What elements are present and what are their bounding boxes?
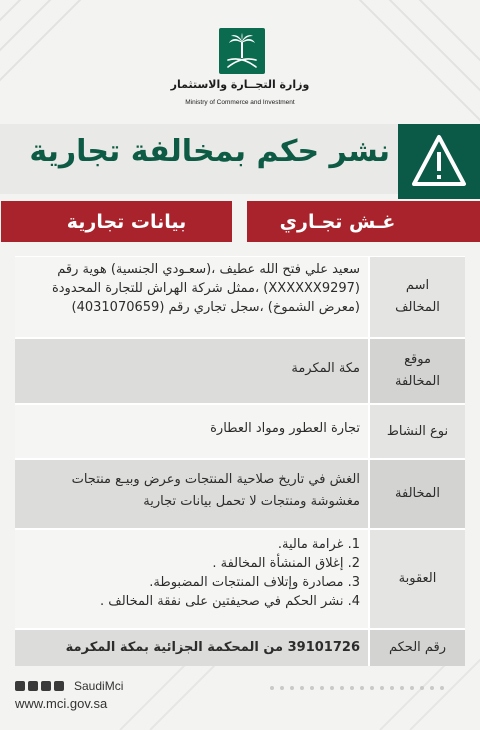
violator-name-label: اسم المخالف (368, 257, 465, 337)
penalty-item: 2. إغلاق المنشأة المخالفة . (212, 556, 360, 571)
activity-label: نوع النشاط (368, 405, 465, 458)
instagram-icon[interactable] (41, 681, 51, 691)
activity-row (15, 405, 465, 458)
ruling-number-row (15, 630, 465, 666)
facebook-icon[interactable] (28, 681, 38, 691)
penalty-label: العقوبة (368, 530, 465, 628)
ruling-number-label: رقم الحكم (368, 630, 465, 666)
ministry-name-english: Ministry of Commerce and Investment (185, 99, 295, 106)
violation-label: المخالفة (368, 460, 465, 528)
page-title: نشر حكم بمخالفة تجارية (29, 134, 390, 169)
penalty-list (21, 535, 360, 611)
youtube-icon[interactable] (54, 681, 64, 691)
penalty-value (15, 530, 368, 628)
website-link[interactable]: www.mci.gov.sa (15, 696, 108, 711)
activity-value: تجارة العطور ومواد العطارة (210, 421, 360, 436)
social-icons (15, 681, 64, 691)
ministry-name-arabic: وزارة التجــارة والاستثمار (170, 78, 310, 91)
violator-name-row (15, 257, 465, 337)
violation-row (15, 460, 465, 528)
commercial-data-label: بيانات تجارية (66, 210, 187, 233)
violation-details-table (15, 256, 465, 655)
penalty-item: 4. نشر الحكم في صحيفتين على نفقة المخالف . (99, 594, 360, 609)
social-handle[interactable]: SaudiMci (74, 679, 124, 693)
commercial-fraud-label: غـش تجـاري (279, 210, 396, 233)
commercial-fraud-tab (247, 201, 480, 242)
violation-value: الغش في تاريخ صلاحية المنتجات وعرض وبيـع منتجات مغشوشة ومنتجات لا تحمل بيانات تجارية (71, 472, 360, 509)
commercial-data-tab (1, 201, 232, 242)
ministry-emblem-icon (219, 28, 265, 74)
violator-name-value: سعيد علي فتح الله عطيف ،(سعـودي الجنسية) هوية رقم (XXXXXX9297) ،ممثل شركة الهراش للتجارة المحدودة (معرض الشموخ) ،سجل تجاري رقم (4031070659) (51, 262, 360, 315)
footer-dots-decoration (268, 684, 468, 704)
location-row (15, 339, 465, 403)
warning-box (398, 124, 480, 199)
penalty-row (15, 530, 465, 628)
location-value: مكة المكرمة (291, 361, 360, 376)
penalty-item: 3. مصادرة وإتلاف المنتجات المضبوطة. (149, 575, 360, 590)
ruling-number-value: 39101726 من المحكمة الجزائية بمكة المكرمة (65, 640, 360, 655)
penalty-item: 1. غرامة مالية. (277, 537, 360, 552)
twitter-icon[interactable] (15, 681, 25, 691)
location-label: موقع المخالفة (368, 339, 465, 403)
warning-triangle-icon (398, 124, 480, 199)
